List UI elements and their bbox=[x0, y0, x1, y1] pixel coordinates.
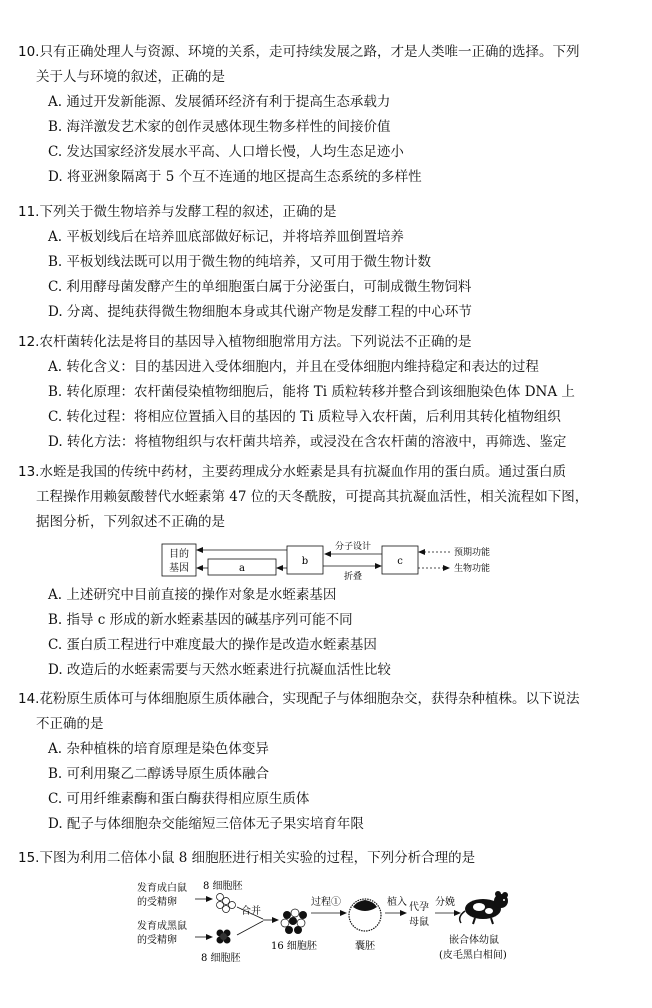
molecular-design-label: 分子设计 bbox=[334, 542, 372, 552]
question-11-option-d: D. 分离、提纯获得微生物细胞本身或其代谢产物是发酵工程的中心环节 bbox=[48, 304, 472, 320]
sixteen-cell-embryo-label: 16 细胞胚 bbox=[271, 941, 317, 952]
arrowhead-biological-function bbox=[443, 565, 450, 571]
arrowhead-merge bbox=[272, 917, 279, 923]
question-10 bbox=[18, 40, 638, 190]
chimera-pup-label-line-1: 嵌合体幼鼠 bbox=[449, 935, 499, 946]
eight-cell-embryo-label-top: 8 细胞胚 bbox=[203, 881, 243, 892]
arrowhead-black-zygote bbox=[206, 934, 213, 940]
question-14-option-d: D. 配子与体细胞杂交能缩短三倍体无子果实培育年限 bbox=[48, 816, 364, 832]
black-mouse-zygote-label-line-2: 的受精卵 bbox=[137, 935, 177, 946]
question-10-option-b: B. 海洋激发艺术家的创作灵感体现生物多样性的间接价值 bbox=[48, 119, 391, 135]
question-12-option-a: A. 转化含义：目的基因进入受体细胞内，并且在受体细胞内维持稳定和表达的过程 bbox=[48, 359, 539, 375]
arrowhead-target-gene bbox=[196, 547, 203, 553]
question-13-option-b: B. 指导 c 形成的新水蛭素基因的碱基序列可能不同 bbox=[48, 612, 353, 628]
arrowhead-b-to-c bbox=[375, 563, 382, 569]
blastocyst-label: 囊胚 bbox=[355, 941, 375, 952]
question-13-option-c: C. 蛋白质工程进行中难度最大的操作是改造水蛭素基因 bbox=[48, 637, 377, 653]
merge-line-bottom bbox=[237, 921, 263, 935]
expected-function-label: 预期功能 bbox=[454, 548, 491, 558]
question-10-stem-line-1: 10.只有正确处理人与资源、环境的关系，走可持续发展之路，才是人类唯一正确的选择。下列 bbox=[18, 44, 580, 60]
question-14-option-a: A. 杂种植株的培育原理是染色体变异 bbox=[48, 741, 269, 757]
black-mouse-zygote-label-line-1: 发育成黑鼠 bbox=[137, 921, 187, 932]
arrowhead-white-zygote bbox=[206, 896, 213, 902]
implant-label: 植入 bbox=[387, 897, 407, 908]
question-11-option-b: B. 平板划线法既可以用于微生物的纯培养，又可用于微生物计数 bbox=[48, 254, 432, 270]
question-10-option-a: A. 通过开发新能源、发展循环经济有利于提高生态承载力 bbox=[48, 94, 391, 110]
biological-function-label: 生物功能 bbox=[454, 564, 491, 574]
question-11-stem: 11.下列关于微生物培养与发酵工程的叙述，正确的是 bbox=[18, 204, 337, 220]
question-14-stem-line-1: 14.花粉原生质体可与体细胞原生质体融合，实现配子与体细胞杂交，获得杂种植株。以下说法 bbox=[18, 691, 580, 707]
eight-cell-embryo-label-bottom: 8 细胞胚 bbox=[201, 953, 241, 964]
surrogate-mother-label-line-1: 代孕 bbox=[409, 902, 429, 913]
question-12 bbox=[18, 330, 638, 455]
question-12-option-d: D. 转化方法：将植物组织与农杆菌共培养，或浸没在含农杆菌的溶液中，再筛选、鉴定 bbox=[48, 434, 567, 450]
white-eight-cell-embryo bbox=[217, 894, 236, 913]
mouse-chimera-diagram bbox=[135, 877, 520, 967]
sixteen-cell-embryo bbox=[281, 909, 307, 934]
question-13-options bbox=[18, 583, 638, 683]
arrowhead-birth bbox=[454, 910, 461, 916]
merge-label: 合并 bbox=[241, 906, 261, 917]
arrowhead-a bbox=[196, 565, 203, 571]
question-11-option-a: A. 平板划线后在培养皿底部做好标记，并将培养皿倒置培养 bbox=[48, 229, 404, 245]
question-12-stem: 12.农杆菌转化法是将目的基因导入植物细胞常用方法。下列说法不正确的是 bbox=[18, 334, 472, 350]
process-1-label: 过程① bbox=[311, 897, 341, 908]
question-14-option-c: C. 可用纤维素酶和蛋白酶获得相应原生质体 bbox=[48, 791, 310, 807]
chimera-mouse-icon bbox=[460, 891, 508, 924]
question-14-option-b: B. 可利用聚乙二醇诱导原生质体融合 bbox=[48, 766, 270, 782]
protein-engineering-flow-diagram bbox=[150, 540, 510, 580]
question-15-stem: 15.下图为利用二倍体小鼠 8 细胞胚进行相关实验的过程，下列分析合理的是 bbox=[18, 850, 476, 866]
question-13-stem-line-2: 工程操作用赖氨酸替代水蛭素第 47 位的天冬酰胺，可提高其抗凝血活性，相关流程如下图， bbox=[36, 489, 589, 505]
question-14-stem-line-2: 不正确的是 bbox=[36, 716, 104, 732]
question-12-option-c: C. 转化过程：将相应位置插入目的基因的 Ti 质粒导入农杆菌，后利用其转化植物组织 bbox=[48, 409, 561, 425]
box-a-label: a bbox=[239, 563, 245, 574]
question-11 bbox=[18, 200, 638, 325]
question-10-stem-line-2: 关于人与环境的叙述，正确的是 bbox=[36, 69, 225, 85]
chimera-pup-label-line-2: (皮毛黑白相间) bbox=[439, 950, 507, 961]
arrowhead-implant bbox=[400, 910, 407, 916]
question-13 bbox=[18, 460, 638, 535]
arrowhead-process-1 bbox=[340, 910, 347, 916]
question-13-option-a: A. 上述研究中目前直接的操作对象是水蛭素基因 bbox=[48, 587, 337, 603]
box-c-label: c bbox=[397, 556, 403, 567]
arrowhead-c-to-b bbox=[324, 551, 331, 557]
white-mouse-zygote-label-line-1: 发育成白鼠 bbox=[137, 883, 187, 894]
arrowhead-b-to-a bbox=[276, 565, 283, 571]
target-gene-label-line-2: 基因 bbox=[169, 563, 189, 574]
question-15 bbox=[18, 846, 638, 871]
question-13-stem-line-3: 据图分析，下列叙述不正确的是 bbox=[36, 514, 225, 530]
white-mouse-zygote-label-line-2: 的受精卵 bbox=[137, 897, 177, 908]
question-14 bbox=[18, 687, 638, 837]
target-gene-label-line-1: 目的 bbox=[169, 549, 189, 560]
question-13-option-d: D. 改造后的水蛭素需要与天然水蛭素进行抗凝血活性比较 bbox=[48, 662, 391, 678]
black-eight-cell-embryo bbox=[217, 930, 231, 944]
question-10-option-d: D. 将亚洲象隔离于 5 个互不连通的地区提高生态系统的多样性 bbox=[48, 169, 422, 185]
folding-label: 折叠 bbox=[343, 572, 363, 580]
question-13-stem-line-1: 13.水蛭是我国的传统中药材，主要药理成分水蛭素是具有抗凝血作用的蛋白质。通过蛋白质 bbox=[18, 464, 566, 480]
question-12-option-b: B. 转化原理：农杆菌侵染植物细胞后，能将 Ti 质粒转移并整合到该细胞染色体 DNA 上 bbox=[48, 384, 575, 400]
surrogate-mother-label-line-2: 母鼠 bbox=[409, 917, 429, 928]
question-11-option-c: C. 利用酵母菌发酵产生的单细胞蛋白属于分泌蛋白，可制成微生物饲料 bbox=[48, 279, 472, 295]
arrowhead-expected-function bbox=[418, 549, 425, 555]
question-10-option-c: C. 发达国家经济发展水平高、人口增长慢，人均生态足迹小 bbox=[48, 144, 404, 160]
box-b-label: b bbox=[301, 556, 309, 567]
blastocyst bbox=[349, 899, 381, 931]
birth-label: 分娩 bbox=[435, 897, 455, 908]
